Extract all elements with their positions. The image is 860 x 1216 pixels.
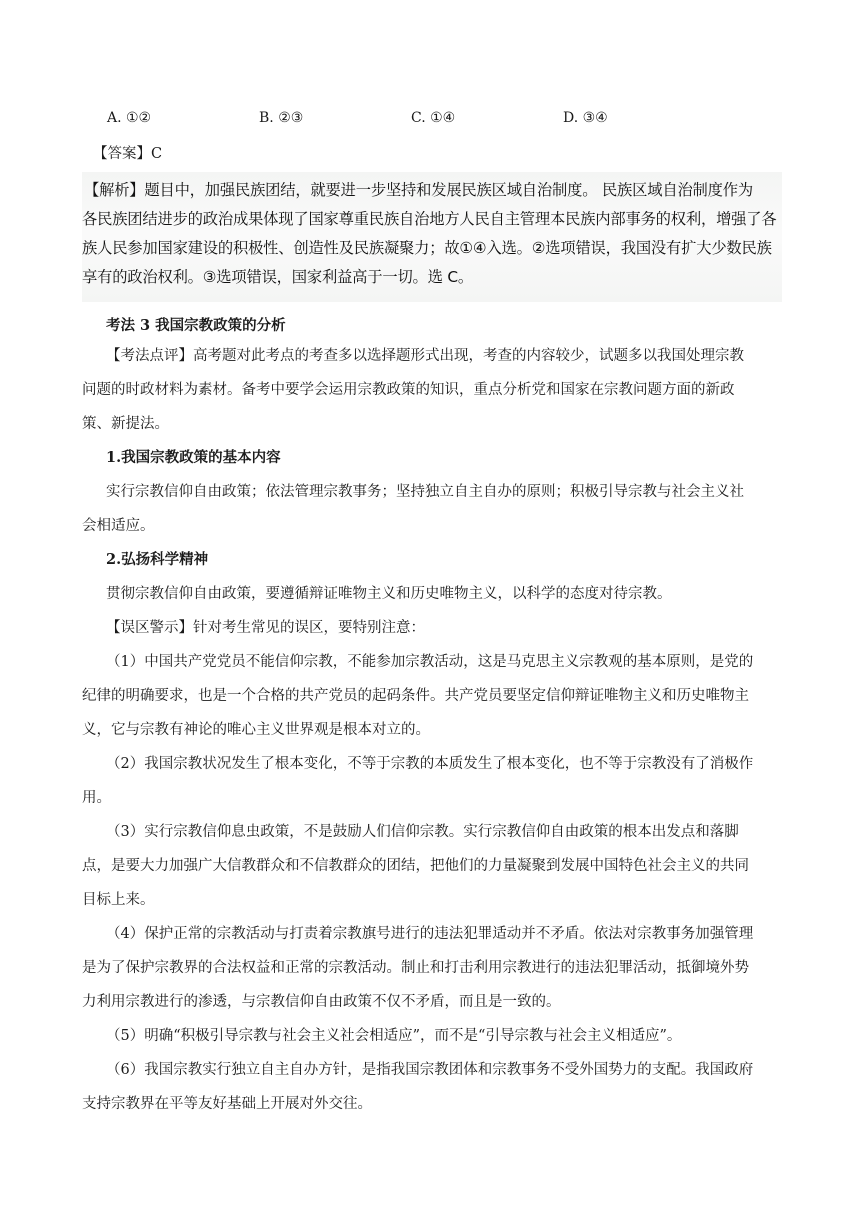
review-line-2: 问题的时政材料为素材。备考中要学会运用宗教政策的知识，重点分析党和国家在宗教问题方面的新政 <box>82 382 735 398</box>
warning-5-line-1: （5）明确“积极引导宗教与社会主义社会相适应”，而不是“引导宗教与社会主义相适应”。 <box>106 1028 682 1044</box>
warning-3-line-1: （3）实行宗教信仰息虫政策，不是鼓励人们信仰宗教。实行宗教信仰自由政策的根本出发点和落脚 <box>106 824 739 840</box>
review-line-3: 策、新提法。 <box>82 416 169 432</box>
warning-1-line-1: （1）中国共产党党员不能信仰宗教，不能参加宗教活动，这是马克思主义宗教观的基本原则，是党的 <box>106 654 754 670</box>
analysis-image-block <box>82 172 782 302</box>
analysis-line-2: 各民族团结进步的政治成果体现了国家尊重民族自治地方人民自主管理本民族内部事务的权利，增强了各 <box>82 210 777 228</box>
warning-6-line-2: 支持宗教界在平等友好基础上开展对外交往。 <box>82 1096 372 1112</box>
warning-3-line-2: 点，是要大力加强广大信教群众和不信教群众的团结，把他们的力量凝聚到发展中国特色社会主义的共同 <box>82 858 749 874</box>
option-d: D. ③④ <box>563 110 608 126</box>
subheading-2: 2.弘扬科学精神 <box>106 551 209 568</box>
warning-4-line-3: 力利用宗教进行的渗透，与宗教信仰自由政策不仅不矛盾，而且是一致的。 <box>82 994 561 1010</box>
warning-6-line-1: （6）我国宗教实行独立自主自办方针，是指我国宗教团体和宗教事务不受外国势力的支配。我国政府 <box>106 1062 754 1078</box>
analysis-line-1: 【解析】题目中，加强民族团结，就要进一步坚持和发展民族区域自治制度。 民族区域自治制度作为 <box>84 181 753 199</box>
warning-2-line-2: 用。 <box>82 790 111 806</box>
para-2-line-1: 贯彻宗教信仰自由政策，要遵循辩证唯物主义和历史唯物主义，以科学的态度对待宗教。 <box>106 586 672 602</box>
warning-2-line-1: （2）我国宗教状况发生了根本变化，不等于宗教的本质发生了根本变化，也不等于宗教没有了消极作 <box>106 756 754 772</box>
analysis-line-3: 族人民参加国家建设的积极性、创造性及民族凝聚力；故①④入选。②选项错误，我国没有扩大少数民族 <box>82 239 772 257</box>
warning-4-line-2: 是为了保护宗教界的合法权益和正常的宗教活动。制止和打击利用宗教进行的违法犯罪活动，抵御境外势 <box>82 960 749 976</box>
para-1-line-1: 实行宗教信仰自由政策；依法管理宗教事务；坚持独立自主自办的原则；积极引导宗教与社会主义社 <box>106 484 744 500</box>
warning-1-line-2: 纪律的明确要求，也是一个合格的共产党员的起码条件。共产党员要坚定信仰辩证唯物主义和历史唯物主 <box>82 688 749 704</box>
warning-3-line-3: 目标上来。 <box>82 892 155 908</box>
warning-heading: 【误区警示】针对考生常见的误区，要特别注意： <box>106 620 425 636</box>
para-1-line-2: 会相适应。 <box>82 518 155 534</box>
analysis-line-4: 享有的政治权利。③选项错误，国家利益高于一切。选 C。 <box>82 268 473 286</box>
answer-options <box>107 110 667 134</box>
option-a: A. ①② <box>107 110 152 126</box>
answer-line: 【答案】C <box>93 146 163 162</box>
option-c: C. ①④ <box>411 110 456 126</box>
option-b: B. ②③ <box>259 110 304 126</box>
warning-4-line-1: （4）保护正常的宗教活动与打责着宗教旗号进行的违法犯罪适动并不矛盾。依法对宗教事务加强管理 <box>106 926 754 942</box>
section-heading: 考法 3 我国宗教政策的分析 <box>106 317 286 334</box>
warning-1-line-3: 义，它与宗教有神论的唯心主义世界观是根本对立的。 <box>82 722 430 738</box>
review-line-1: 【考法点评】高考题对此考点的考查多以选择题形式出现，考查的内容较少，试题多以我国处理宗教 <box>106 348 744 364</box>
subheading-1: 1.我国宗教政策的基本内容 <box>106 449 281 466</box>
